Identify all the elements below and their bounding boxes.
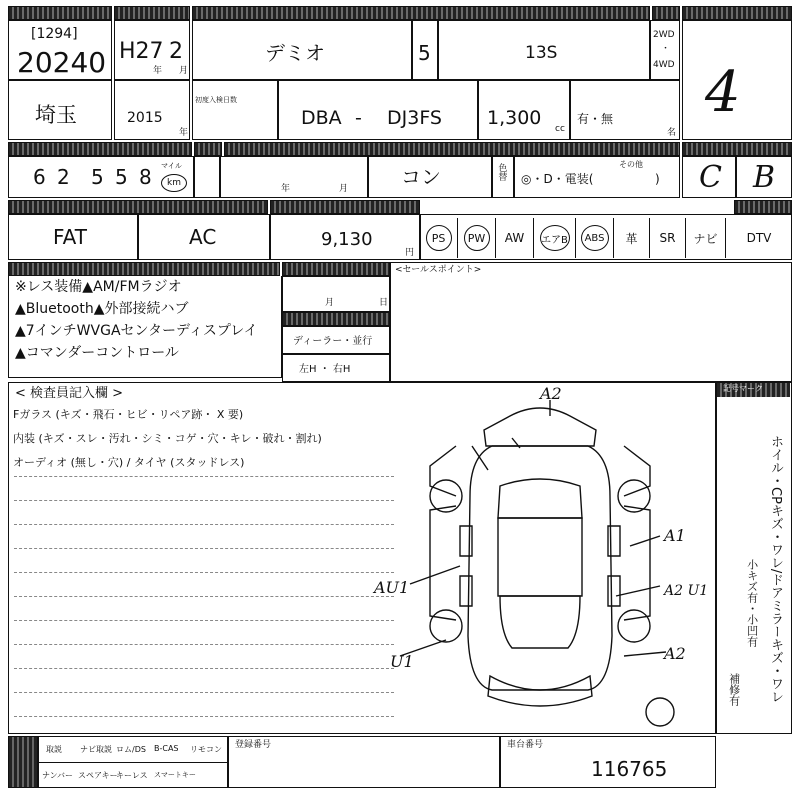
region-cell	[8, 80, 112, 140]
chassis-number: 116765	[591, 757, 668, 781]
equip-header-bar	[734, 200, 792, 214]
grade-cell	[438, 20, 650, 80]
equip-dtv	[726, 218, 792, 258]
mileage-cell	[8, 156, 194, 198]
exterior-grade-cell	[736, 156, 792, 198]
doors: 5	[418, 41, 431, 65]
cc-unit: cc	[555, 124, 565, 134]
features-cell	[8, 276, 282, 378]
availability: 有・無	[577, 112, 614, 126]
grade: 13S	[525, 43, 558, 63]
aircon: AC	[189, 225, 217, 249]
reg-month: 2	[169, 39, 183, 64]
interior-grade-cell	[682, 156, 736, 198]
model-prefix: DBA	[301, 107, 342, 129]
acc-smart-key: スマートキー	[154, 771, 196, 779]
availability-cell	[570, 80, 680, 140]
chassis-number-label: 車台番号	[507, 740, 544, 750]
equip-sunroof	[650, 218, 686, 258]
drive-2wd: 2WD	[653, 30, 675, 40]
lot-cell	[8, 20, 112, 80]
interior-grade: C	[699, 160, 722, 195]
exterior-grade: B	[753, 160, 776, 195]
chassis-number-cell	[500, 736, 716, 788]
legend-col-1: ホイル・CPキズ・ワレ/ドアミラーキズ・ワレ	[767, 435, 783, 704]
damage-mark-right-front: A1	[664, 526, 686, 545]
feature-line-1: ※レス装備▲AM/FMラジオ	[15, 279, 182, 295]
first-reg-year: 2015	[127, 110, 163, 126]
dealer-cell	[282, 326, 390, 354]
features-header-bar	[8, 262, 280, 276]
mileage-header-bar	[8, 142, 192, 156]
dealer-label: ディーラー・並行	[293, 336, 373, 347]
paint-options: ◎・D・電装(	[521, 172, 594, 186]
acc-keyless: キーレス	[116, 771, 148, 780]
model-dash: -	[355, 107, 362, 129]
damage-mark-rear-right: A2	[664, 644, 686, 663]
acc-plate: ナンバー	[42, 771, 74, 780]
car-damage-diagram	[360, 386, 716, 732]
score-cell	[682, 20, 792, 140]
recycle-fee: 9,130	[321, 229, 373, 250]
equip-pw-label: PW	[464, 225, 490, 251]
acc-divider	[38, 762, 228, 763]
equip-ps	[420, 218, 458, 258]
legend-col-2: 小キズ有・小凹有	[745, 559, 759, 647]
legend-column	[716, 382, 792, 734]
color-change-label: 色替	[496, 163, 507, 181]
drive-dot: ・	[661, 44, 671, 54]
first-reg-cell	[114, 80, 190, 140]
equip-airbag	[534, 218, 576, 258]
footer-label-bar	[8, 736, 38, 788]
score: 4	[705, 60, 741, 125]
inspector-line-3: オーディオ (無し・穴) / タイヤ (スタッドレス)	[13, 456, 245, 469]
steering-label: 左H ・ 右H	[299, 364, 351, 375]
paint-close: )	[655, 172, 660, 186]
equip-leather	[614, 218, 650, 258]
month-unit: 月	[179, 66, 189, 76]
warranty-month-label: 月	[325, 298, 335, 308]
grade-header-bar	[682, 142, 792, 156]
equip-sunroof-label: SR	[659, 231, 676, 245]
drive-header-bar	[652, 6, 680, 20]
displacement-cell	[478, 80, 570, 140]
acc-manual: 取説	[46, 745, 62, 754]
year-unit: 年	[153, 66, 163, 76]
color-header-bar	[224, 142, 680, 156]
color: コン	[401, 165, 441, 189]
inspection-date-cell	[220, 156, 368, 198]
aircon-cell	[138, 214, 270, 260]
legend-col-3: 補修有	[727, 673, 741, 706]
score-header-bar	[682, 6, 792, 20]
mileage-digit-5: 8	[139, 165, 152, 189]
model-name-cell	[192, 20, 412, 80]
recycle-header-bar	[270, 200, 420, 214]
model-code-cell	[278, 80, 478, 140]
damage-mark-right-rear: A2 U1	[664, 583, 709, 599]
equip-abs-label: ABS	[581, 225, 609, 251]
equip-navi	[686, 218, 726, 258]
equip-abs	[576, 218, 614, 258]
chassis-code: DJ3FS	[387, 107, 442, 129]
acc-bcas: B-CAS	[154, 744, 179, 753]
displacement: 1,300	[487, 107, 542, 129]
feature-line-4: ▲コマンダーコントロール	[15, 345, 179, 361]
import-header-bar	[282, 312, 390, 326]
transmission: FAT	[53, 225, 88, 249]
inspector-title: < 検査員記入欄 >	[15, 386, 124, 401]
inspection-header-bar	[194, 142, 222, 156]
first-reg-year-unit: 年	[179, 128, 189, 138]
inspector-line-1: Fガラス (キズ・飛石・ヒビ・リペア跡・ X 要)	[13, 408, 244, 421]
recycle-fee-cell	[270, 214, 420, 260]
sales-point-label: <セールスポイント>	[395, 265, 482, 275]
drive-4wd: 4WD	[653, 60, 675, 70]
acc-spare-key: スペアキー	[78, 771, 118, 780]
year-cell	[114, 20, 190, 80]
km-label: km	[161, 174, 187, 192]
yen-unit: 円	[405, 248, 415, 258]
equip-aw-label: AW	[504, 231, 525, 245]
registration-cell	[228, 736, 500, 788]
feature-line-3: ▲7インチWVGAセンターディスプレイ	[15, 323, 258, 339]
equip-leather-label: 革	[625, 231, 638, 246]
equip-dtv-label: DTV	[746, 231, 772, 245]
warranty-date-cell	[282, 276, 390, 312]
warranty-day-label: 日	[379, 298, 389, 308]
steering-cell	[282, 354, 390, 382]
drive-cell	[650, 20, 680, 80]
inspection-month-unit: 月	[339, 184, 349, 194]
model-header-bar	[192, 6, 650, 20]
transmission-header-bar	[8, 200, 268, 214]
first-reg-label: 初度入検日数	[195, 96, 237, 104]
mileage-digit-1: 6	[33, 165, 46, 189]
registration-label: 登録番号	[235, 740, 272, 750]
legend-title: 記号マーク	[723, 384, 763, 393]
lot-number: 20240	[17, 46, 107, 79]
region: 埼玉	[35, 103, 77, 127]
feature-line-2: ▲Bluetooth▲外部接続ハブ	[15, 301, 189, 317]
equip-airbag-label: エアB	[540, 225, 570, 251]
lot-bracket: [1294]	[31, 26, 78, 42]
doors-cell	[412, 20, 438, 80]
color-change-label-cell	[492, 156, 514, 198]
car-body-outline	[430, 408, 650, 706]
model-name: デミオ	[265, 41, 325, 65]
mileage-digit-4: 5	[115, 165, 128, 189]
transmission-cell	[8, 214, 138, 260]
first-reg-label-cell	[192, 80, 278, 140]
equip-aw	[496, 218, 534, 258]
passenger-unit: 名	[667, 128, 677, 138]
acc-rom: ロム/DS	[116, 745, 146, 754]
color-cell	[368, 156, 492, 198]
equip-navi-label: ナビ	[693, 231, 718, 246]
equip-ps-label: PS	[426, 225, 452, 251]
other-label: その他	[619, 160, 643, 169]
acc-remote: リモコン	[190, 745, 222, 754]
inspector-line-2: 内装 (キズ・スレ・汚れ・シミ・コゲ・穴・キレ・破れ・割れ)	[13, 432, 322, 445]
inspection-blank-cell	[194, 156, 220, 198]
legend-header-bar	[717, 383, 790, 397]
mileage-digit-3: 5	[91, 165, 104, 189]
damage-mark-left-rear: U1	[390, 652, 414, 671]
equip-pw	[458, 218, 496, 258]
warranty-header-bar	[282, 262, 390, 276]
era-year: H27	[119, 39, 164, 64]
sales-point-cell	[390, 262, 792, 382]
mileage-digit-2: 2	[57, 165, 70, 189]
mile-label: マイル	[161, 162, 182, 170]
paint-options-cell	[514, 156, 680, 198]
damage-mark-front: A2	[540, 384, 562, 403]
damage-mark-left-side: AU1	[374, 578, 410, 597]
acc-navi-manual: ナビ取説	[80, 745, 112, 754]
year-header-bar	[114, 6, 190, 20]
lot-header-bar	[8, 6, 112, 20]
inspection-year-unit: 年	[281, 184, 291, 194]
